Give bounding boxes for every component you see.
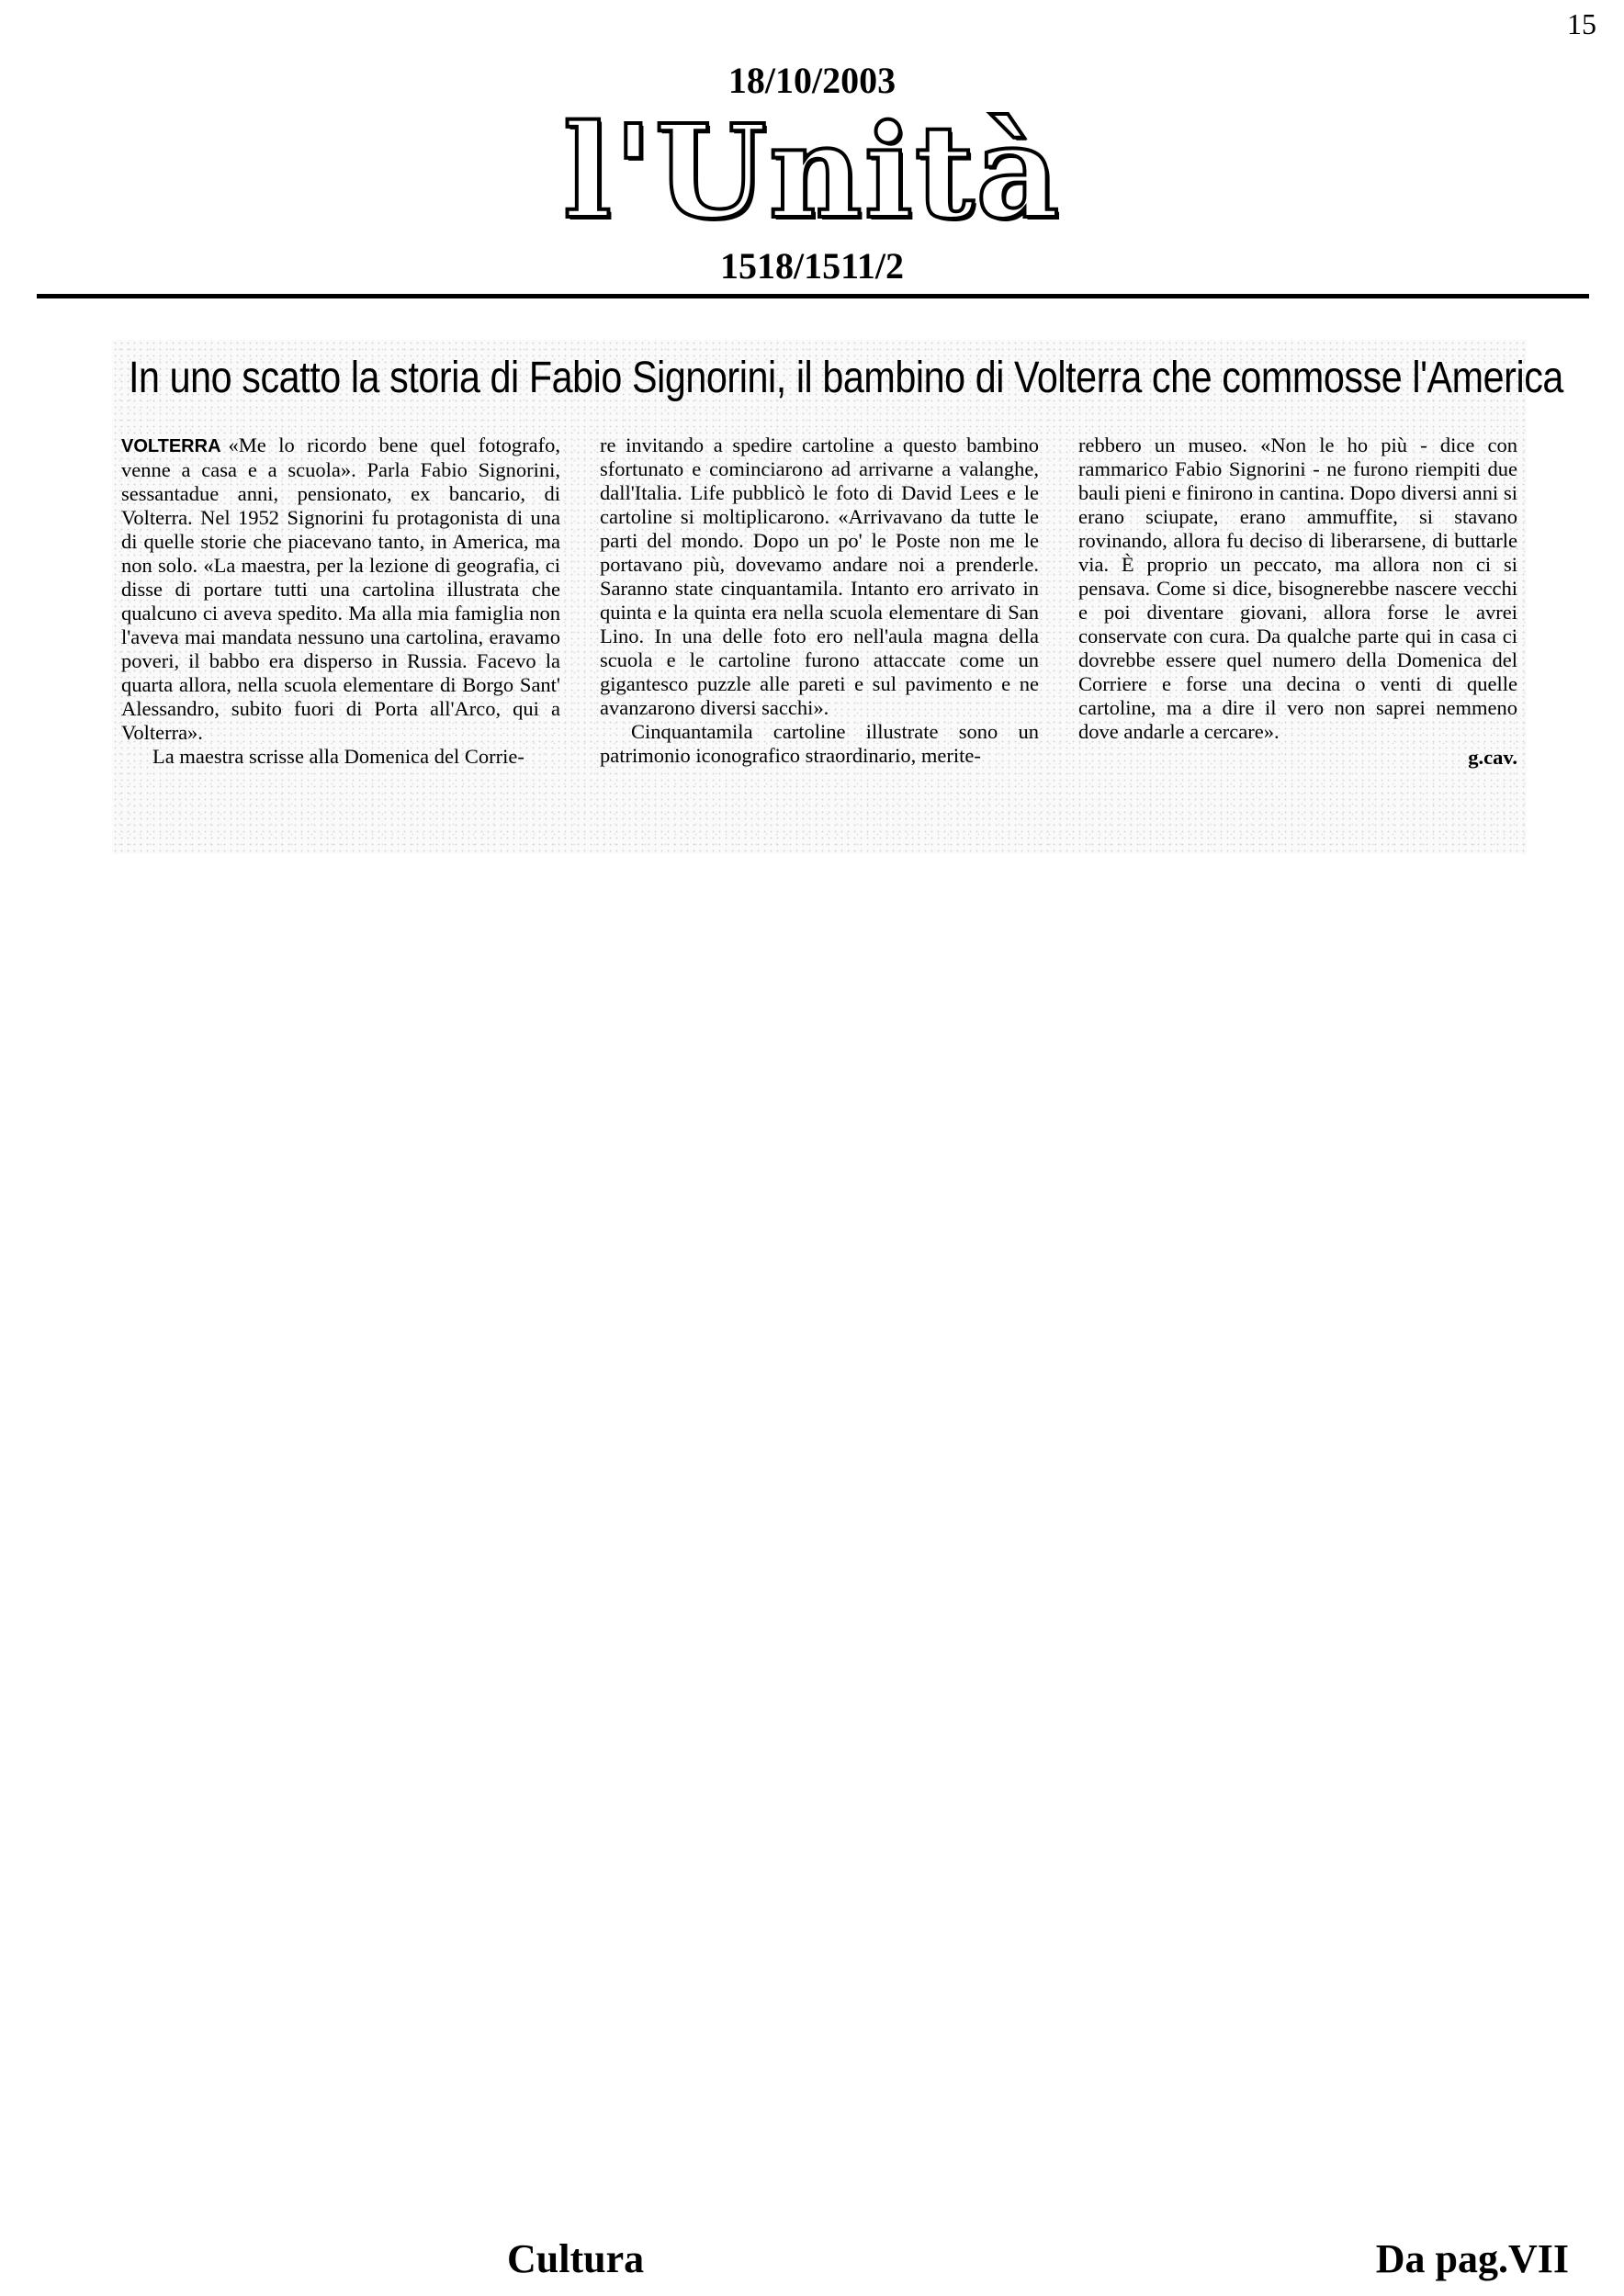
source-page-label: Da pag.VII bbox=[1375, 2236, 1569, 2281]
article-column-2 bbox=[600, 433, 1039, 770]
article-paragraph: Cinquantamila cartoline illustrate sono un patrimonio iconografico straordinario, merite- bbox=[600, 720, 1039, 767]
newspaper-logo bbox=[0, 97, 1624, 248]
article-columns bbox=[121, 433, 1517, 770]
article-headline: In uno scatto la storia di Fabio Signorini, il bambino di Volterra che commosse l'America bbox=[129, 354, 1563, 402]
page-number: 15 bbox=[1567, 7, 1596, 40]
article-dateline: VOLTERRA bbox=[121, 436, 221, 456]
issue-code: 1518/1511/2 bbox=[719, 245, 905, 287]
article-clipping bbox=[112, 340, 1563, 854]
article-column-3 bbox=[1078, 433, 1517, 770]
article-paragraph: re invitando a spedire cartoline a questo bambino sfortunato e cominciarono ad arrivarne a valanghe, dall'Italia. Life pubblicò le foto di David Lees e le cartoline si moltiplicarono. «Arrivavano da tutte le parti del mondo. Dopo un po' le Poste non me le portavano più, dovevamo andare noi a prenderle. Saranno state cinquantamila. Intanto ero arrivato in quinta e la quinta era nella scuola elementare di San Lino. In una delle foto ero nell'aula magna della scuola e le cartoline furono attaccate come un gigantesco puzzle alle pareti e sul pavimento e ne avanzarono diversi sacchi». bbox=[600, 433, 1039, 719]
article-signature: g.cav. bbox=[1468, 746, 1517, 769]
article-paragraph: La maestra scrisse alla Domenica del Corrie- bbox=[152, 745, 524, 768]
article-paragraph bbox=[121, 433, 560, 745]
publication-date: 18/10/2003 bbox=[727, 60, 897, 101]
article-paragraph: rebbero un museo. «Non le ho più - dice con rammarico Fabio Signorini - ne furono riempiti due bauli pieni e finirono in cantina. Dopo diversi anni si erano sciupate, erano ammuffite, si stavano rovinando, allora fu deciso di liberarsene, di buttarle via. È proprio un peccato, ma allora non ci si pensava. Come si dice, bisognerebbe nascere vecchi e poi diventare giovani, allora forse le avrei conservate con cura. Da qualche parte qui in casa ci dovrebbe essere quel numero della Domenica del Corriere e forse una decina o venti di quelle cartoline, ma a dire il vero non saprei nemmeno dove andarle a cercare». bbox=[1078, 433, 1517, 743]
article-paragraph-text: «Me lo ricordo bene quel fotografo, venne a casa e a scuola». Parla Fabio Signorini, sessantadue anni, pensionato, ex bancario, di Volterra. Nel 1952 Signorini fu protagonista di una di quelle storie che piacevano tanto, in America, ma non solo. «La maestra, per la lezione di geografia, ci disse di portare tutti una cartolina illustrata che qualcuno ci aveva spedito. Ma alla mia famiglia non l'aveva mai mandata nessuno una cartolina, eravamo poveri, il babbo era disperso in Russia. Facevo la quarta allora, nella scuola elementare di Borgo Sant' Alessandro, subito fuori di Porta all'Arco, qui a Volterra». bbox=[121, 433, 560, 744]
section-label: Cultura bbox=[507, 2236, 645, 2281]
newspaper-logo-text: l'Unità bbox=[562, 97, 1062, 248]
article-column-1 bbox=[121, 433, 560, 770]
header-divider bbox=[37, 294, 1589, 298]
